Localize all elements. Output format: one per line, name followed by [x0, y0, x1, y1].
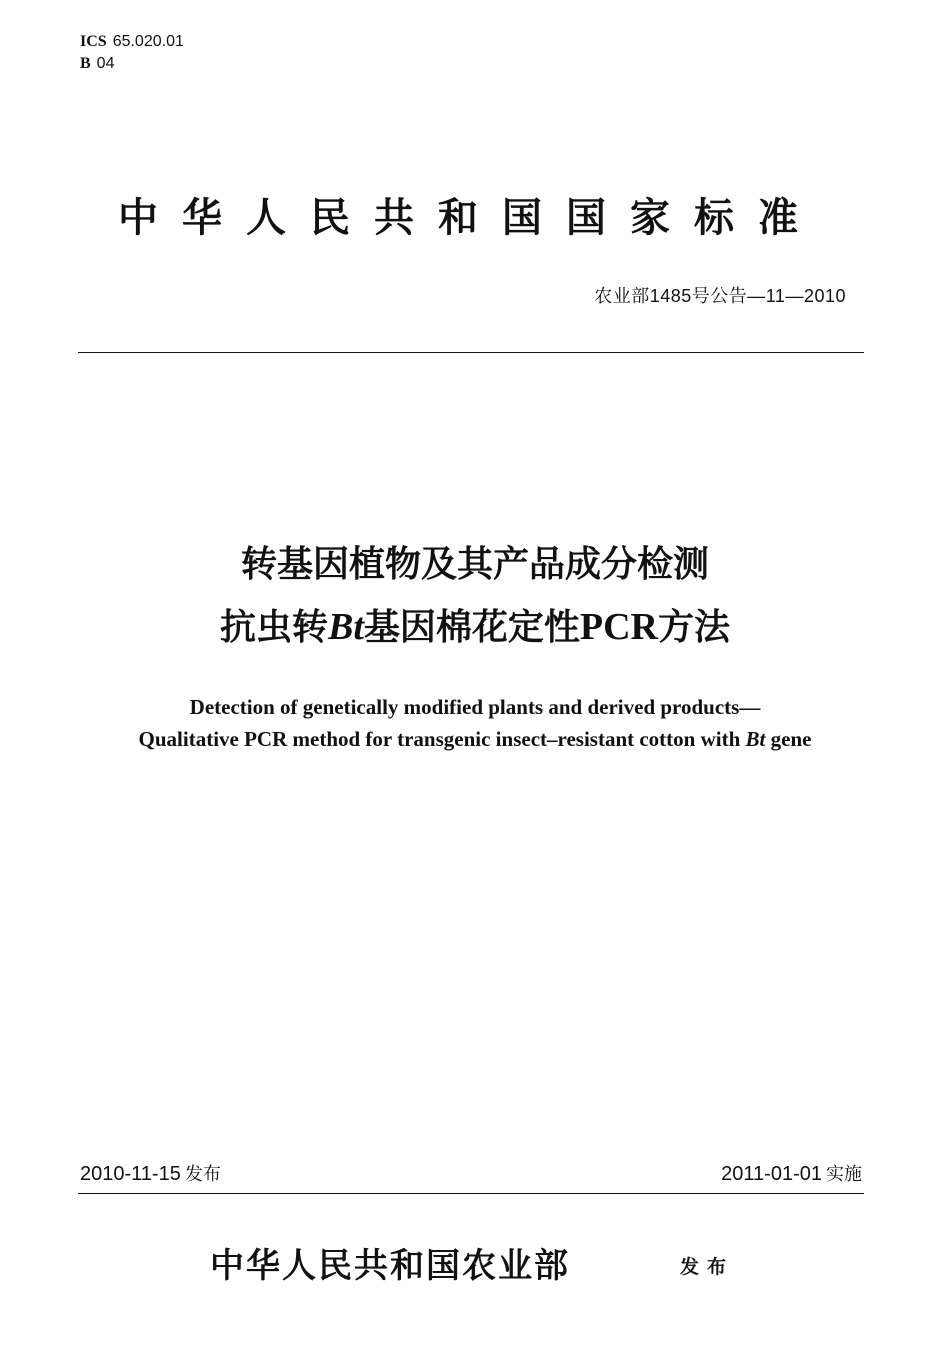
- effective-date-line: [721, 1160, 862, 1186]
- header-divider: [78, 352, 864, 353]
- national-standard-title: 中华人民共和国国家标准: [118, 194, 822, 241]
- effective-label: 实施: [826, 1164, 862, 1185]
- ics-label: ICS: [80, 33, 107, 50]
- cn-title-part-c: 基因棉花定性: [363, 607, 580, 648]
- en-title-part-a: Qualitative PCR method for transgenic insect–resistant cotton with: [138, 727, 746, 751]
- footer-divider: [78, 1193, 864, 1194]
- issue-date: 2010-11-15: [80, 1163, 181, 1185]
- cn-title-line-2: [0, 604, 950, 651]
- standard-number: 农业部1485号公告—11—2010: [594, 286, 846, 306]
- ccs-label: B: [80, 55, 91, 72]
- en-title-bt: Bt: [745, 727, 766, 751]
- issue-label: 发布: [184, 1164, 221, 1185]
- cn-title-bt: Bt: [327, 606, 364, 648]
- publish-label: 发布: [680, 1256, 735, 1278]
- effective-date: 2011-01-01: [721, 1163, 822, 1185]
- ics-code: 65.020.01: [112, 33, 184, 50]
- issue-date-line: [80, 1160, 221, 1186]
- publisher-name: 中华人民共和国农业部: [210, 1246, 570, 1286]
- en-title-line-2: [0, 724, 950, 754]
- en-title-part-c: gene: [765, 727, 812, 751]
- cn-title-line-1: 转基因植物及其产品成分检测: [240, 544, 709, 585]
- cn-title-part-e: 方法: [658, 607, 731, 648]
- en-title-line-1: Detection of genetically modified plants and derived products—: [189, 695, 761, 719]
- ics-code-line: [80, 32, 184, 52]
- ccs-code-line: [80, 54, 114, 74]
- ccs-code: 04: [96, 55, 115, 72]
- cn-title-pcr: PCR: [579, 606, 659, 648]
- cn-title-part-a: 抗虫转: [219, 607, 328, 648]
